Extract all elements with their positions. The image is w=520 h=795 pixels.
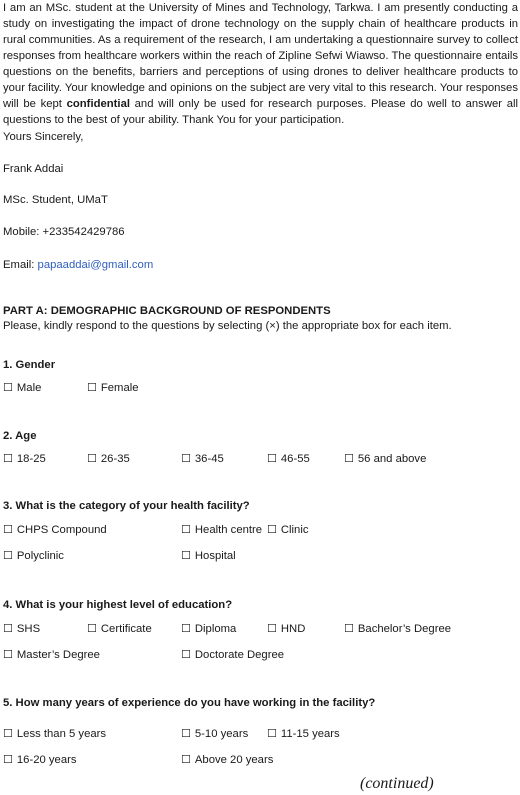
question-education: 4. What is your highest level of education?: [3, 599, 233, 611]
checkbox-icon[interactable]: ☐: [3, 648, 13, 661]
option-masters[interactable]: ☐ Master’s Degree: [3, 648, 100, 661]
author-mobile: Mobile: +233542429786: [3, 226, 125, 238]
checkbox-icon[interactable]: ☐: [3, 549, 13, 562]
part-a-instruction: Please, kindly respond to the questions by selecting (×) the appropriate box for each item.: [3, 320, 452, 332]
author-title: MSc. Student, UMaT: [3, 194, 108, 206]
intro-text-1: I am an MSc. student at the University of Mines and Technology, Tarkwa. I am presently conducting a study on investigating the impact of drone technology on the supply chain of healthcare products in rural communities. As a requirement of the research, I am undertaking a questionnaire survey to collect responses from healthcare workers within the reach of Zipline Sefwi Wiawso. The questionnaire entails questions on the benefits, barriers and perceptions of using drones to deliver healthcare products to your facility. Your knowledge and opinions on the subject are very vital to this research. Your responses will be kept: [3, 2, 518, 110]
option-age-18-25[interactable]: ☐ 18-25: [3, 452, 46, 465]
checkbox-icon[interactable]: ☐: [181, 753, 191, 766]
question-facility-category: 3. What is the category of your health facility?: [3, 500, 250, 512]
email-link[interactable]: papaaddai@gmail.com: [37, 259, 154, 271]
option-5-10[interactable]: ☐ 5-10 years: [181, 727, 249, 740]
checkbox-icon[interactable]: ☐: [181, 648, 191, 661]
option-age-46-55[interactable]: ☐ 46-55: [267, 452, 310, 465]
option-above-20[interactable]: ☐ Above 20 years: [181, 753, 274, 766]
closing-line: Yours Sincerely,: [3, 131, 84, 143]
part-a-heading: PART A: DEMOGRAPHIC BACKGROUND OF RESPONDENTS: [3, 305, 331, 317]
option-age-56-above[interactable]: ☐ 56 and above: [344, 452, 427, 465]
email-label: Email:: [3, 259, 38, 271]
intro-bold-word: confidential: [66, 98, 130, 110]
option-hospital[interactable]: ☐ Hospital: [181, 549, 236, 562]
checkbox-icon[interactable]: ☐: [181, 523, 191, 536]
checkbox-icon[interactable]: ☐: [267, 452, 277, 465]
option-health-centre[interactable]: ☐ Health centre: [181, 523, 263, 536]
question-gender: 1. Gender: [3, 359, 56, 371]
option-age-26-35[interactable]: ☐ 26-35: [87, 452, 130, 465]
checkbox-icon[interactable]: ☐: [3, 727, 13, 740]
intro-paragraph: [3, 0, 518, 128]
author-name: Frank Addai: [3, 163, 64, 175]
option-less-than-5[interactable]: ☐ Less than 5 years: [3, 727, 107, 740]
checkbox-icon[interactable]: ☐: [3, 381, 13, 394]
option-bachelors[interactable]: ☐ Bachelor’s Degree: [344, 622, 452, 635]
checkbox-icon[interactable]: ☐: [344, 622, 354, 635]
option-doctorate[interactable]: ☐ Doctorate Degree: [181, 648, 285, 661]
option-11-15[interactable]: ☐ 11-15 years: [267, 727, 340, 740]
checkbox-icon[interactable]: ☐: [87, 381, 97, 394]
question-experience: 5. How many years of experience do you have working in the facility?: [3, 697, 376, 709]
checkbox-icon[interactable]: ☐: [87, 452, 97, 465]
option-16-20[interactable]: ☐ 16-20 years: [3, 753, 77, 766]
checkbox-icon[interactable]: ☐: [267, 727, 277, 740]
checkbox-icon[interactable]: ☐: [87, 622, 97, 635]
continued-note: (continued): [360, 775, 434, 792]
option-diploma[interactable]: ☐ Diploma: [181, 622, 237, 635]
question-age: 2. Age: [3, 430, 37, 442]
checkbox-icon[interactable]: ☐: [3, 523, 13, 536]
option-chps-compound[interactable]: ☐ CHPS Compound: [3, 523, 107, 536]
checkbox-icon[interactable]: ☐: [3, 753, 13, 766]
option-hnd[interactable]: ☐ HND: [267, 622, 306, 635]
author-email-line: [3, 257, 153, 273]
intro-text-2: and will only be used for research purposes. Please do well to answer all questions to the best of your ability. Thank You for your participation.: [3, 98, 518, 126]
checkbox-icon[interactable]: ☐: [267, 622, 277, 635]
option-clinic[interactable]: ☐ Clinic: [267, 523, 309, 536]
option-shs[interactable]: ☐ SHS: [3, 622, 41, 635]
checkbox-icon[interactable]: ☐: [3, 622, 13, 635]
option-certificate[interactable]: ☐ Certificate: [87, 622, 152, 635]
checkbox-icon[interactable]: ☐: [181, 549, 191, 562]
checkbox-icon[interactable]: ☐: [181, 727, 191, 740]
checkbox-icon[interactable]: ☐: [181, 452, 191, 465]
checkbox-icon[interactable]: ☐: [181, 622, 191, 635]
option-polyclinic[interactable]: ☐ Polyclinic: [3, 549, 64, 562]
checkbox-icon[interactable]: ☐: [267, 523, 277, 536]
option-male[interactable]: ☐ Male: [3, 381, 42, 394]
option-age-36-45[interactable]: ☐ 36-45: [181, 452, 224, 465]
checkbox-icon[interactable]: ☐: [344, 452, 354, 465]
option-female[interactable]: ☐ Female: [87, 381, 139, 394]
checkbox-icon[interactable]: ☐: [3, 452, 13, 465]
